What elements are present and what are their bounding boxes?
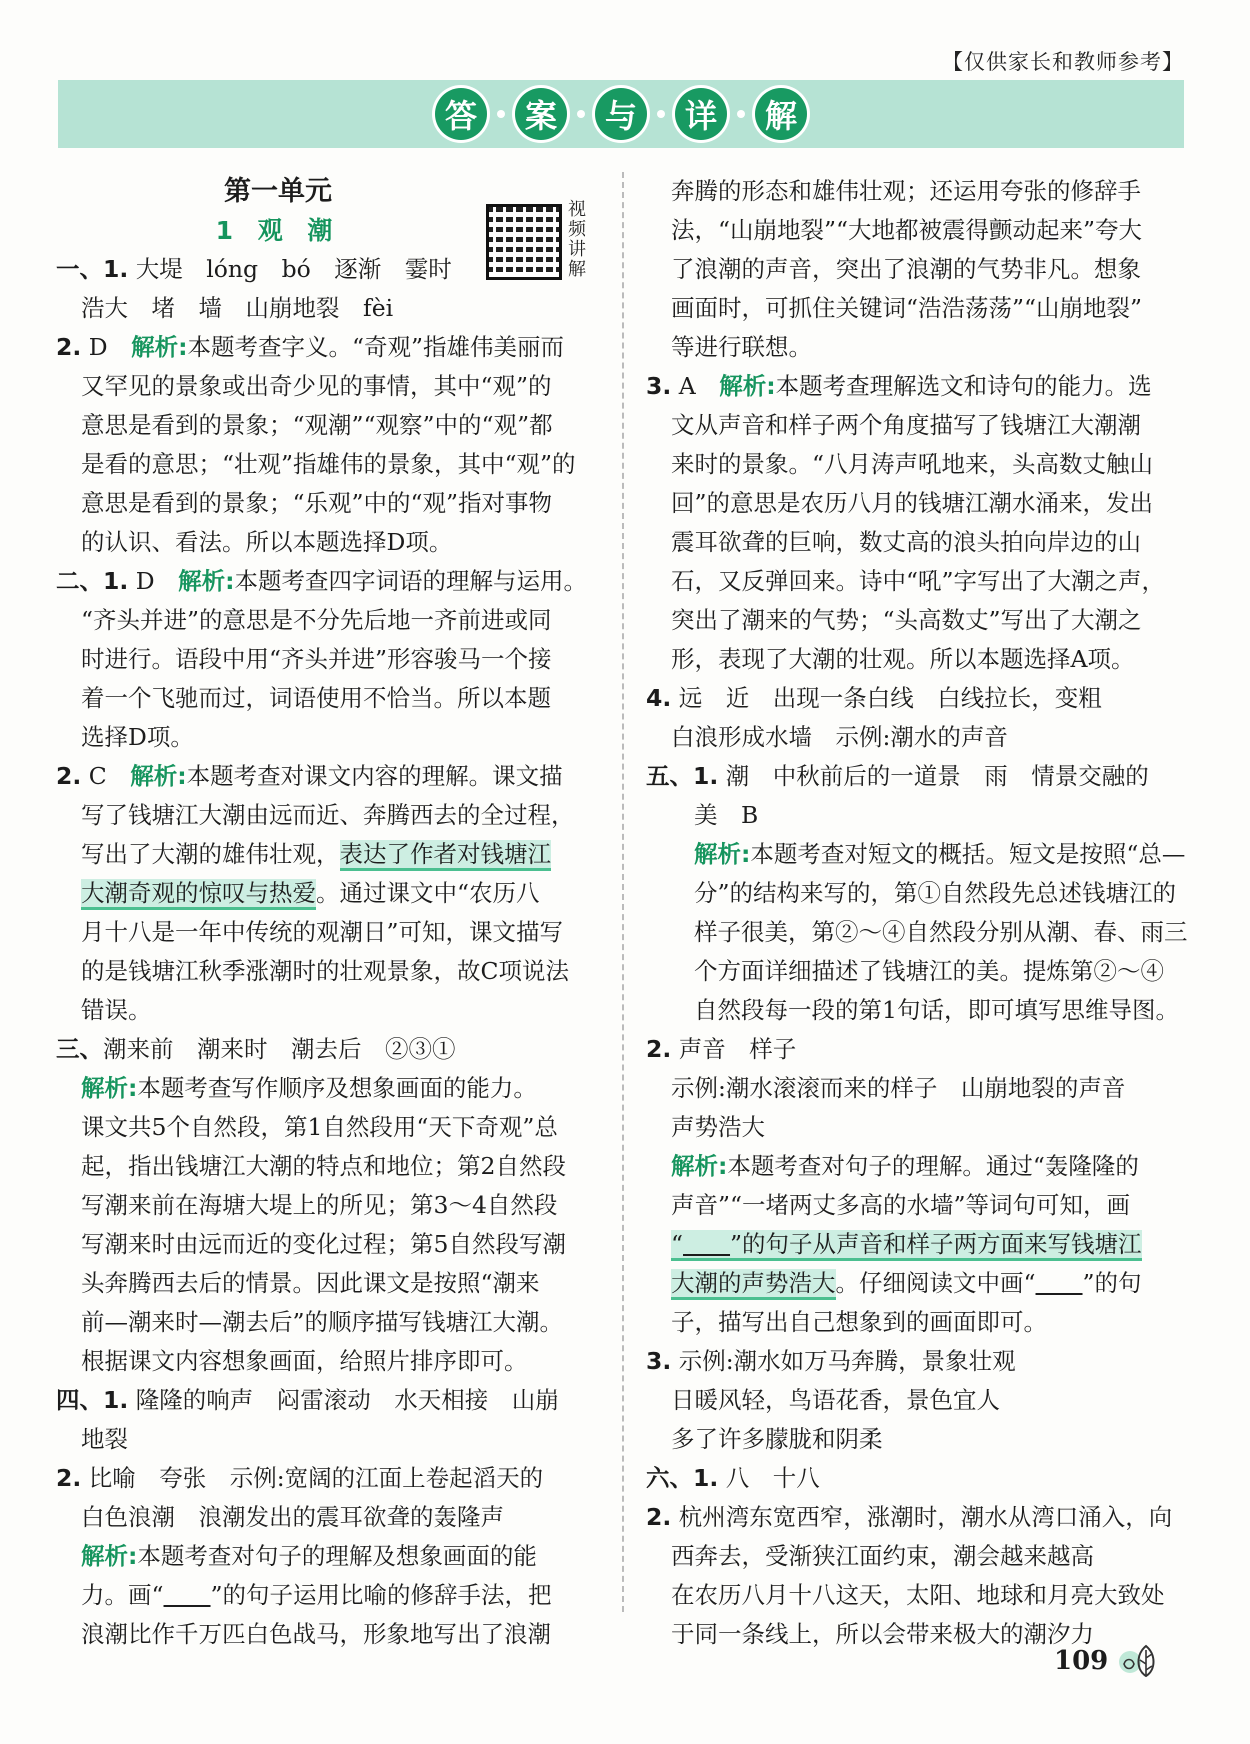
answer-line: 4. 远 近 出现一条白线 白线拉长，变粗	[646, 684, 1102, 712]
qr-label: 视频讲解	[568, 199, 586, 280]
banner-dot	[737, 110, 745, 118]
banner-char: 与	[595, 88, 647, 140]
answer-line: 解析:本题考查对短文的概括。短文是按照“总—	[694, 840, 1186, 868]
banner-char: 案	[515, 88, 567, 140]
answer-line: 前—潮来时—潮去后”的顺序描写钱塘江大潮。	[81, 1308, 564, 1336]
answer-line: 头奔腾西去后的情景。因此课文是按照“潮来	[81, 1269, 540, 1297]
answer-line: 声势浩大	[671, 1113, 765, 1141]
answer-line: 样子很美，第②～④自然段分别从潮、春、雨三	[694, 918, 1188, 946]
answer-line: “齐头并进”的意思是不分先后地一齐前进或同	[81, 606, 552, 634]
leaf-icon	[1116, 1640, 1162, 1680]
answer-line: 的认识、看法。所以本题选择D项。	[81, 528, 453, 556]
answer-line: 又罕见的景象或出奇少见的事情，其中“观”的	[81, 372, 552, 400]
answer-line: 白色浪潮 浪潮发出的震耳欲聋的轰隆声	[81, 1503, 504, 1531]
answer-line: 浩大 堵 墙 山崩地裂 fèi	[81, 294, 394, 322]
answer-line: 月十八是一年中传统的观潮日”可知，课文描写	[81, 918, 564, 946]
answer-line: 子，描写出自己想象到的画面即可。	[671, 1308, 1047, 1336]
answer-line: 2. 声音 样子	[646, 1035, 797, 1063]
answer-line: 课文共5个自然段，第1自然段用“天下奇观”总	[81, 1113, 558, 1141]
page-number: 109	[1054, 1646, 1109, 1676]
lesson-title: 1 观 潮	[215, 216, 341, 245]
answer-line: 西奔去，受渐狭江面约束，潮会越来越高	[671, 1542, 1094, 1570]
answer-line: 五、1. 潮 中秋前后的一道景 雨 情景交融的	[646, 762, 1149, 790]
answer-line: 奔腾的形态和雄伟壮观；还运用夸张的修辞手	[671, 177, 1141, 205]
answer-line: 于同一条线上，所以会带来极大的潮汐力	[671, 1620, 1094, 1648]
answer-line: 大潮奇观的惊叹与热爱。通过课文中“农历八	[56, 874, 604, 913]
column-divider	[622, 172, 624, 1612]
banner-dot	[497, 110, 505, 118]
answer-line: 自然段每一段的第1句话，即可填写思维导图。	[694, 996, 1179, 1024]
answer-line: 在农历八月十八这天，太阳、地球和月亮大致处	[671, 1581, 1165, 1609]
right-answer-list	[646, 172, 1190, 1654]
answer-line: 写潮来前在海塘大堤上的所见；第3～4自然段	[81, 1191, 558, 1219]
answer-line: 一、1. 大堤 lóng bó 逐渐 霎时	[56, 255, 452, 283]
answer-line: 文从声音和样子两个角度描写了钱塘江大潮潮	[671, 411, 1141, 439]
answer-line: 浪潮比作千万匹白色战马，形象地写出了浪潮	[81, 1620, 551, 1648]
answer-line: 意思是看到的景象；“乐观”中的“观”指对事物	[81, 489, 553, 517]
answer-line: 2. C 解析:本题考查对课文内容的理解。课文描	[56, 762, 563, 790]
answer-line: 时进行。语段中用“齐头并进”形容骏马一个接	[81, 645, 552, 673]
banner-char: 解	[755, 88, 807, 140]
answer-line: 石，又反弹回来。诗中“吼”字写出了大潮之声，	[671, 567, 1166, 595]
answer-line: 等进行联想。	[671, 333, 812, 361]
answer-line: 来时的景象。“八月涛声吼地来，头高数丈触山	[671, 450, 1154, 478]
answer-line: 美 B	[694, 801, 759, 829]
answer-line: 选择D项。	[81, 723, 194, 751]
answer-line: 写出了大潮的雄伟壮观，表达了作者对钱塘江	[56, 835, 604, 874]
answer-line: 震耳欲聋的巨响，数丈高的浪头拍向岸边的山	[671, 528, 1141, 556]
answer-line: 起，指出钱塘江大潮的特点和地位；第2自然段	[81, 1152, 566, 1180]
banner-title	[435, 88, 807, 140]
right-column	[646, 172, 1190, 1654]
answer-line: 2. 比喻 夸张 示例:宽阔的江面上卷起滔天的	[56, 1464, 544, 1492]
answer-line: 写了钱塘江大潮由远而近、奔腾西去的全过程，	[81, 801, 575, 829]
answer-line: 解析:本题考查写作顺序及想象画面的能力。	[81, 1074, 537, 1102]
answer-line: 声音”“一堵两丈多高的水墙”等词句可知，画	[671, 1191, 1131, 1219]
answer-line: 解析:本题考查对句子的理解。通过“轰隆隆的	[671, 1152, 1139, 1180]
answer-line: 了浪潮的声音，突出了浪潮的气势非凡。想象	[671, 255, 1141, 283]
answer-line: 是看的意思；“壮观”指雄伟的景象，其中“观”的	[81, 450, 576, 478]
qr-code-icon[interactable]	[486, 204, 562, 280]
answer-line: 解析:本题考查对句子的理解及想象画面的能	[81, 1542, 537, 1570]
answer-line: 3. 示例:潮水如万马奔腾，景象壮观	[646, 1347, 1016, 1375]
answer-line: 六、1. 八 十八	[646, 1464, 820, 1492]
answer-line: 2. D 解析:本题考查字义。“奇观”指雄伟美丽而	[56, 333, 565, 361]
unit-title: 第一单元	[224, 176, 332, 207]
answer-line: 二、1. D 解析:本题考查四字词语的理解与运用。	[56, 567, 587, 595]
answer-line: 突出了潮来的气势；“头高数丈”写出了大潮之	[671, 606, 1142, 634]
answer-line: 形，表现了大潮的壮观。所以本题选择A项。	[671, 645, 1135, 673]
answer-banner	[58, 80, 1184, 148]
answer-line: 个方面详细描述了钱塘江的美。提炼第②～④	[694, 957, 1164, 985]
answer-line: 多了许多朦胧和阴柔	[671, 1425, 883, 1453]
answer-line: 四、1. 隆隆的响声 闷雷滚动 水天相接 山崩	[56, 1386, 559, 1414]
answer-line: 的是钱塘江秋季涨潮时的壮观景象，故C项说法	[81, 957, 569, 985]
answer-line: 3. A 解析:本题考查理解选文和诗句的能力。选	[646, 372, 1152, 400]
answer-line: “ ”的句子从声音和样子两方面来写钱塘江	[646, 1225, 1190, 1264]
left-answer-list	[56, 250, 604, 1654]
answer-line: 分”的结构来写的，第①自然段先总述钱塘江的	[694, 879, 1177, 907]
answer-line: 画面时，可抓住关键词“浩浩荡荡”“山崩地裂”	[671, 294, 1143, 322]
answer-line: 大潮的声势浩大。仔细阅读文中画“ ”的句	[646, 1264, 1190, 1303]
answer-line: 法，“山崩地裂”“大地都被震得颤动起来”夸大	[671, 216, 1143, 244]
answer-line: 写潮来时由远而近的变化过程；第5自然段写潮	[81, 1230, 566, 1258]
answer-line: 2. 杭州湾东宽西窄，涨潮时，潮水从湾口涌入，向	[646, 1503, 1173, 1531]
banner-dot	[577, 110, 585, 118]
answer-line: 示例:潮水滚滚而来的样子 山崩地裂的声音	[671, 1074, 1126, 1102]
answer-line: 意思是看到的景象；“观潮”“观察”中的“观”都	[81, 411, 553, 439]
answer-line: 白浪形成水墙 示例:潮水的声音	[671, 723, 1008, 751]
left-column	[56, 172, 604, 1654]
answer-line: 回”的意思是农历八月的钱塘江潮水涌来，发出	[671, 489, 1154, 517]
banner-char: 答	[435, 88, 487, 140]
answer-line: 日暖风轻，鸟语花香，景色宜人	[671, 1386, 1000, 1414]
banner-char: 详	[675, 88, 727, 140]
banner-dot	[657, 110, 665, 118]
answer-line: 着一个飞驰而过，词语使用不恰当。所以本题	[81, 684, 551, 712]
answer-line: 地裂	[81, 1425, 128, 1453]
reference-notice: 【仅供家长和教师参考】	[942, 50, 1184, 74]
answer-line: 三、潮来前 潮来时 潮去后 ②③①	[56, 1035, 456, 1063]
answer-line: 根据课文内容想象画面，给照片排序即可。	[81, 1347, 528, 1375]
answer-line: 错误。	[81, 996, 152, 1024]
answer-line: 力。画“ ”的句子运用比喻的修辞手法，把	[81, 1581, 552, 1609]
